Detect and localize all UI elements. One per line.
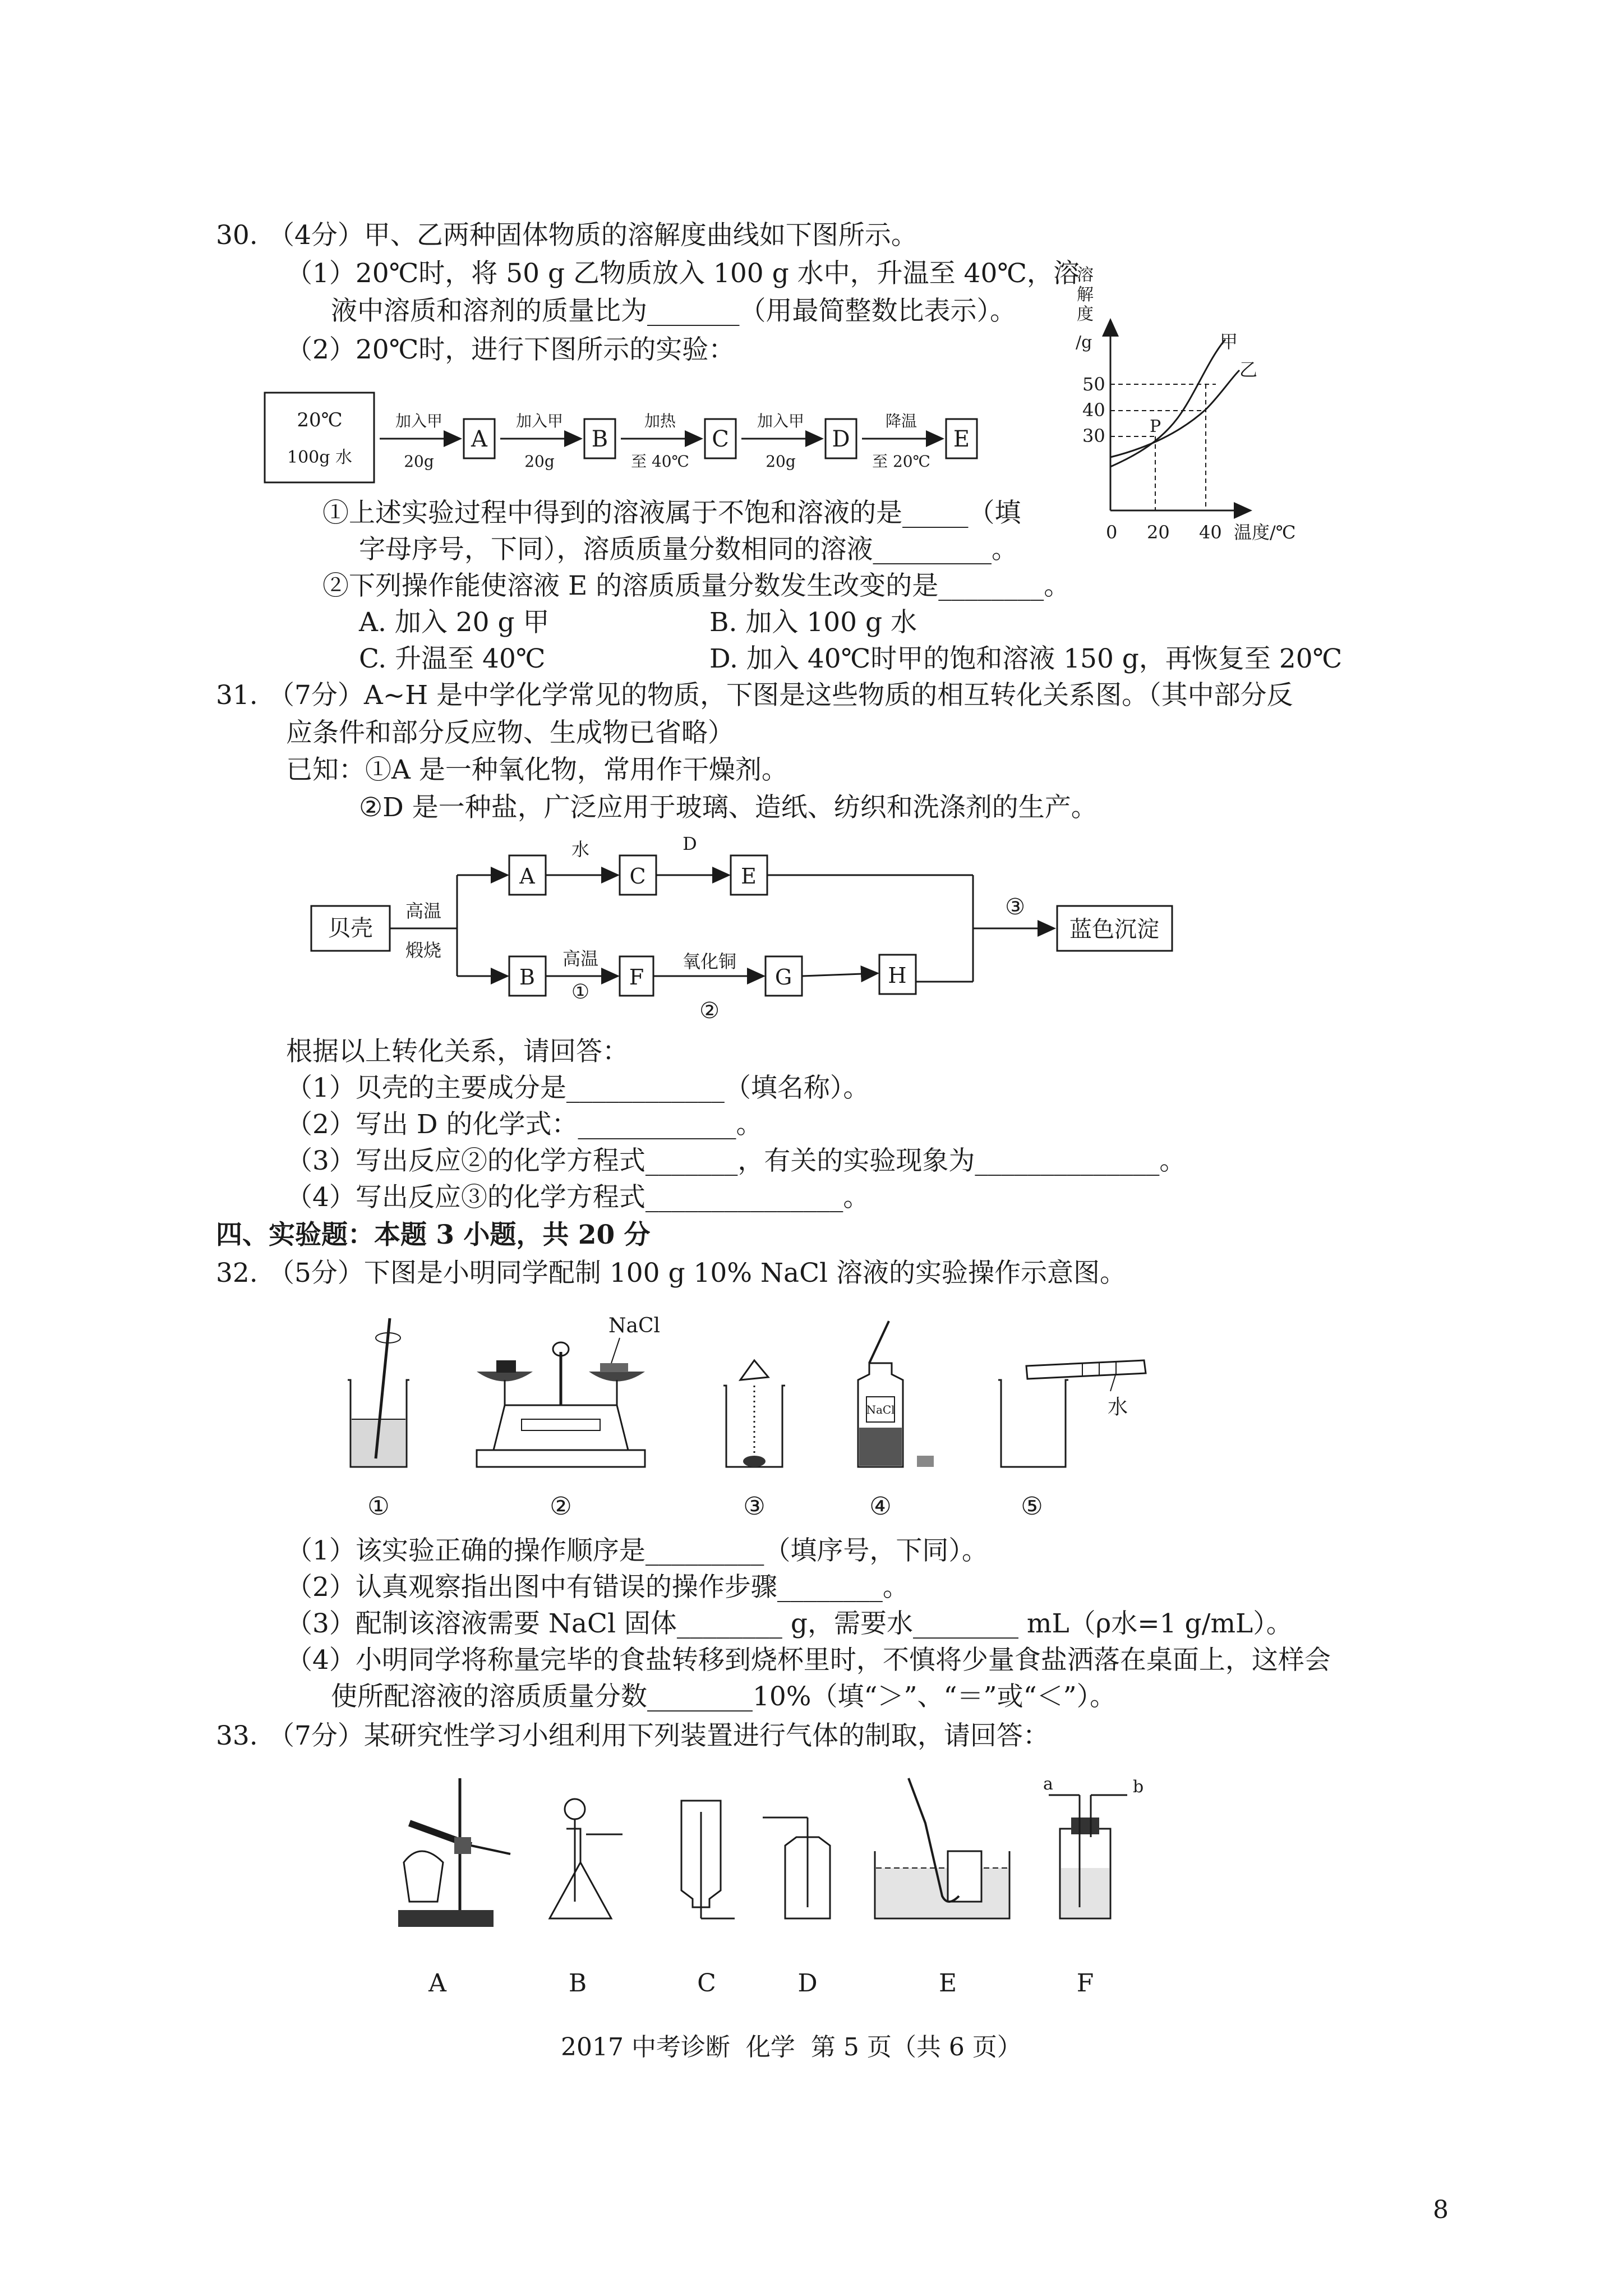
q31-box-c-label: C: [629, 864, 646, 889]
graph-ylabel-4: /g: [1076, 333, 1092, 352]
q33-apparatus-diagram: [387, 1767, 1284, 2003]
q30-flow-box-label-c: C: [712, 426, 729, 452]
page-footer: 2017 中考诊断 化学 第 5 页（共 6 页）: [561, 2033, 1022, 2062]
q33-label-a: A: [428, 1969, 446, 1998]
q30-option-a: A. 加入 20 g 甲: [359, 607, 550, 638]
q30-number: 30.: [216, 220, 258, 251]
q33-label-e: E: [938, 1969, 957, 1998]
graph-ylabel-2: 解: [1077, 285, 1094, 305]
q31-question-4: （4）写出反应③的化学方程式_______________。: [286, 1182, 870, 1213]
q31-circle-3: ③: [1005, 894, 1025, 920]
q32-question-2: （2）认真观察指出图中有错误的操作步骤________。: [286, 1572, 909, 1603]
q33-port-b: b: [1133, 1777, 1144, 1797]
q30-flow-top-label-5: 降温: [885, 412, 917, 430]
q32-label-2: ②: [550, 1492, 572, 1521]
q30-sub1-line2: 字母序号，下同），溶质质量分数相同的溶液_________。: [359, 534, 1018, 565]
q31-question-2: （2）写出 D 的化学式：____________。: [286, 1109, 763, 1140]
graph-ytick-50: 50: [1082, 374, 1105, 395]
q31-label-d: D: [683, 833, 697, 854]
q30-part1-line1: （1）20℃时，将 50 g 乙物质放入 100 g 水中，升温至 40℃，溶: [286, 258, 1080, 289]
q33-label-d: D: [797, 1969, 818, 1998]
q31-box-f-label: F: [629, 965, 644, 990]
q33-apparatus-c-icon: [681, 1801, 735, 1918]
q30-option-b: B. 加入 100 g 水: [709, 607, 917, 638]
q33-apparatus-b-icon: [550, 1799, 623, 1918]
q30-start-top-label: 20℃: [297, 409, 343, 431]
section-4-heading: 四、实验题：本题 3 小题，共 20 分: [216, 1220, 651, 1250]
q32-operation-diagram: [336, 1307, 1211, 1531]
q30-flow-bottom-label-2: 20g: [524, 452, 555, 471]
graph-curve-yi: [1110, 370, 1239, 457]
q30-option-c: C. 升温至 40℃: [359, 643, 546, 674]
q31-question-3: （3）写出反应②的化学方程式_______，有关的实验现象为______________。: [286, 1145, 1186, 1176]
q32-nacl-label: NaCl: [608, 1314, 661, 1337]
q30-flow-bottom-label-4: 20g: [766, 452, 796, 471]
q31-box-b-label: B: [519, 965, 535, 990]
q30-experiment-flow-diagram: [264, 387, 1066, 494]
q31-circle-2: ②: [699, 998, 720, 1024]
q30-start-box: [265, 393, 374, 482]
q30-part1-line2: 液中溶质和溶剂的质量比为_______（用最简整数比表示）。: [331, 296, 1016, 326]
page-number: 8: [1433, 2196, 1449, 2224]
q31-label-water: 水: [571, 839, 590, 860]
q30-sub1-line1: ①上述实验过程中得到的溶液属于不饱和溶液的是_____（填: [322, 498, 1021, 528]
q31-label-cuo: 氧化铜: [682, 951, 737, 972]
graph-curve-jia: [1110, 339, 1225, 467]
graph-ytick-30: 30: [1082, 425, 1105, 447]
q32-water-label: 水: [1108, 1396, 1128, 1419]
graph-point-p-label: P: [1150, 417, 1161, 436]
q33-apparatus-f-icon: [1049, 1795, 1127, 1918]
q30-flow-box-label-a: A: [471, 426, 487, 452]
q31-precipitate-label: 蓝色沉淀: [1069, 917, 1159, 942]
q31-question-1: （1）贝壳的主要成分是____________（填名称）。: [286, 1073, 870, 1103]
q31-known1: 已知：①A 是一种氧化物，常用作干燥剂。: [286, 754, 788, 785]
q30-flow-bottom-label-1: 20g: [404, 452, 434, 471]
q31-cond-bottom: 煅烧: [405, 940, 442, 961]
q33-number: 33.: [216, 1720, 258, 1751]
q33-apparatus-a-icon: [398, 1778, 510, 1927]
q31-box-e-label: E: [741, 864, 757, 889]
q30-solubility-graph: [1066, 264, 1357, 555]
q31-box-h-label: H: [888, 963, 907, 988]
q33-apparatus-d-icon: [763, 1818, 830, 1918]
q33-port-a: a: [1043, 1774, 1053, 1794]
q31-stem-line2: 应条件和部分反应物、生成物已省略）: [286, 717, 734, 748]
q32-pouring-salt-beaker-icon: [723, 1360, 785, 1467]
graph-xlabel: 温度/℃: [1234, 522, 1296, 543]
q31-cond-top: 高温: [405, 900, 442, 922]
q32-question-3: （3）配制该溶液需要 NaCl 固体________ g，需要水________ mL（ρ水=1 g/mL）。: [286, 1608, 1293, 1639]
q32-stirring-beaker-icon: [348, 1318, 409, 1467]
q32-label-4: ④: [869, 1492, 892, 1521]
q30-start-bottom-label: 100g 水: [287, 448, 353, 467]
q30-part2: （2）20℃时，进行下图所示的实验：: [286, 334, 735, 365]
q33-label-b: B: [568, 1969, 587, 1998]
q30-flow-top-label-1: 加入甲: [395, 412, 443, 430]
q31-shell-label: 贝壳: [328, 915, 373, 941]
q31-label-gaowen: 高温: [562, 948, 599, 969]
q30-flow-box-label-b: B: [591, 426, 608, 452]
q31-box-a-label: A: [519, 864, 535, 889]
q33-label-f: F: [1076, 1969, 1094, 1998]
q32-label-5: ⑤: [1021, 1492, 1043, 1521]
graph-series-yi-label: 乙: [1239, 359, 1258, 380]
q33-apparatus-e-icon: [875, 1778, 1009, 1918]
q33-stem: （7分）某研究性学习小组利用下列装置进行气体的制取，请回答：: [268, 1720, 1049, 1751]
q32-balance-icon: [477, 1342, 645, 1467]
q33-label-c: C: [697, 1969, 716, 1998]
q30-sub2: ②下列操作能使溶液 E 的溶质质量分数发生改变的是________。: [322, 570, 1071, 601]
q32-stem: （5分）下图是小明同学配制 100 g 10% NaCl 溶液的实验操作示意图。: [268, 1258, 1126, 1289]
q31-number: 31.: [216, 680, 258, 711]
graph-ylabel-1: 溶: [1077, 265, 1094, 285]
q30-flow-arrows: [380, 412, 977, 471]
q31-intro: 根据以上转化关系，请回答：: [286, 1036, 629, 1067]
q30-flow-top-label-2: 加入甲: [515, 412, 564, 430]
q32-question-4a: （4）小明同学将称量完毕的食盐转移到烧杯里时，不慎将少量食盐洒落在桌面上，这样会: [286, 1645, 1331, 1676]
q31-box-g-label: G: [774, 965, 792, 990]
q32-bottle-label: NaCl: [866, 1403, 895, 1416]
q31-transformation-diagram: [308, 830, 1290, 1032]
graph-ytick-40: 40: [1082, 399, 1105, 421]
q31-circle-1: ①: [571, 981, 590, 1004]
q30-flow-box-label-e: E: [953, 426, 970, 452]
q32-number: 32.: [216, 1258, 258, 1289]
q31-stem-line1: （7分）A~H 是中学化学常见的物质，下图是这些物质的相互转化关系图。（其中部分反: [268, 680, 1293, 711]
q30-option-d: D. 加入 40℃时甲的饱和溶液 150 g，再恢复至 20℃: [709, 643, 1343, 674]
q32-label-1: ①: [367, 1492, 390, 1521]
q31-known2: ②D 是一种盐，广泛应用于玻璃、造纸、纺织和洗涤剂的生产。: [359, 792, 1098, 823]
q32-reagent-bottle-icon: [858, 1321, 934, 1467]
q30-flow-bottom-label-5: 至 20℃: [872, 452, 930, 471]
q30-flow-bottom-label-3: 至 40℃: [631, 452, 689, 471]
graph-ylabel-3: 度: [1077, 305, 1094, 324]
q32-question-1: （1）该实验正确的操作顺序是_________（填序号，下同）。: [286, 1535, 988, 1566]
q32-question-4b: 使所配溶液的溶质质量分数________10%（填“＞”、“＝”或“＜”）。: [331, 1681, 1117, 1712]
graph-xtick-40: 40: [1199, 522, 1222, 543]
q30-flow-top-label-3: 加热: [644, 412, 676, 430]
q30-stem: （4分）甲、乙两种固体物质的溶解度曲线如下图所示。: [268, 220, 917, 251]
q30-flow-box-label-d: D: [832, 426, 850, 452]
q32-label-3: ③: [743, 1492, 766, 1521]
graph-series-jia-label: 甲: [1220, 331, 1238, 352]
q30-flow-top-label-4: 加入甲: [757, 412, 805, 430]
graph-xtick-0: 0: [1106, 522, 1118, 543]
graph-xtick-20: 20: [1147, 522, 1170, 543]
